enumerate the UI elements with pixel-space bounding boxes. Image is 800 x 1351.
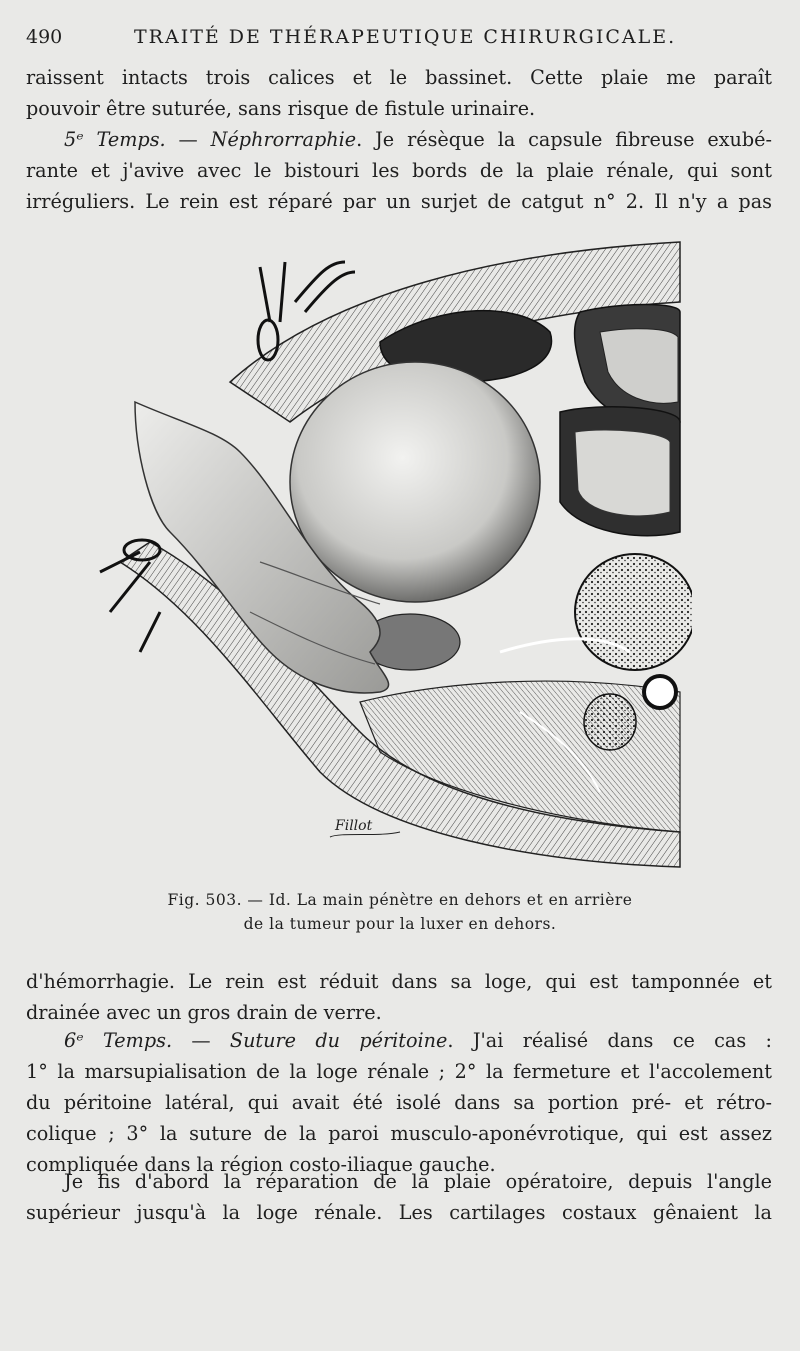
step-title: Néphrorraphie (210, 128, 357, 151)
step-label: 5ᵉ Temps. (64, 128, 166, 151)
dash: — (165, 128, 211, 151)
step-label: 6ᵉ Temps. (64, 1029, 173, 1052)
text-line: raissent intacts trois calices et le bassinet. Cette plaie me paraît (26, 66, 772, 89)
colon-inner-shape (575, 430, 670, 516)
step-title: Suture du péritoine (229, 1029, 448, 1052)
figure-caption (100, 888, 700, 936)
caption-line: de la tumeur pour la luxer en dehors. (243, 915, 557, 933)
caption-line: Fig. 503. — Id. La main pénètre en dehors et en arrière (167, 891, 633, 909)
text-line: colique ; 3° la suture de la paroi musculo-aponévrotique, qui est assez (26, 1122, 772, 1145)
page-number: 490 (26, 26, 63, 48)
text-line: drainée avec un gros drain de verre. (26, 1001, 382, 1024)
text-line: irréguliers. Le rein est réparé par un surjet de catgut n° 2. Il n'y a pas (26, 190, 772, 213)
paragraph-after-figure (26, 966, 772, 1028)
text-line: compliquée dans la région costo-iliaque gauche. (26, 1153, 496, 1176)
process-shape (584, 694, 636, 750)
paragraph-step5 (26, 124, 772, 217)
text-fragment: . Je résèque la capsule fibreuse exubé- (356, 128, 772, 151)
anatomical-illustration (80, 232, 692, 872)
paragraph-top (26, 62, 772, 124)
text-line: rante et j'avive avec le bistouri les bords de la plaie rénale, qui sont (26, 159, 772, 182)
text-line: d'hémorrhagie. Le rein est réduit dans sa loge, qui est tamponnée et (26, 970, 772, 993)
running-title: TRAITÉ DE THÉRAPEUTIQUE CHIRURGICALE. (134, 26, 677, 48)
page-header (26, 26, 760, 54)
artist-signature: Fillot (335, 818, 373, 834)
text-line: du péritoine latéral, qui avait été isolé dans sa portion pré- et rétro- (26, 1091, 772, 1114)
text-line: 1° la marsupialisation de la loge rénale ; 2° la fermeture et l'accolement (26, 1060, 772, 1083)
paragraph-last (26, 1166, 772, 1228)
text-fragment: . J'ai réalisé dans ce cas : (447, 1029, 772, 1052)
text-line: pouvoir être suturée, sans risque de fistule urinaire. (26, 97, 536, 120)
vertebra-shape (575, 554, 692, 670)
text-line (26, 124, 772, 155)
text-line: supérieur jusqu'à la loge rénale. Les cartilages costaux gênaient la (26, 1201, 772, 1224)
text-line (26, 1025, 772, 1056)
spinal-canal-shape (644, 676, 676, 708)
dash: — (172, 1029, 230, 1052)
text-line: Je fis d'abord la réparation de la plaie opératoire, depuis l'angle (64, 1170, 772, 1193)
paragraph-step6 (26, 1025, 772, 1180)
tumour-shape (290, 362, 540, 602)
